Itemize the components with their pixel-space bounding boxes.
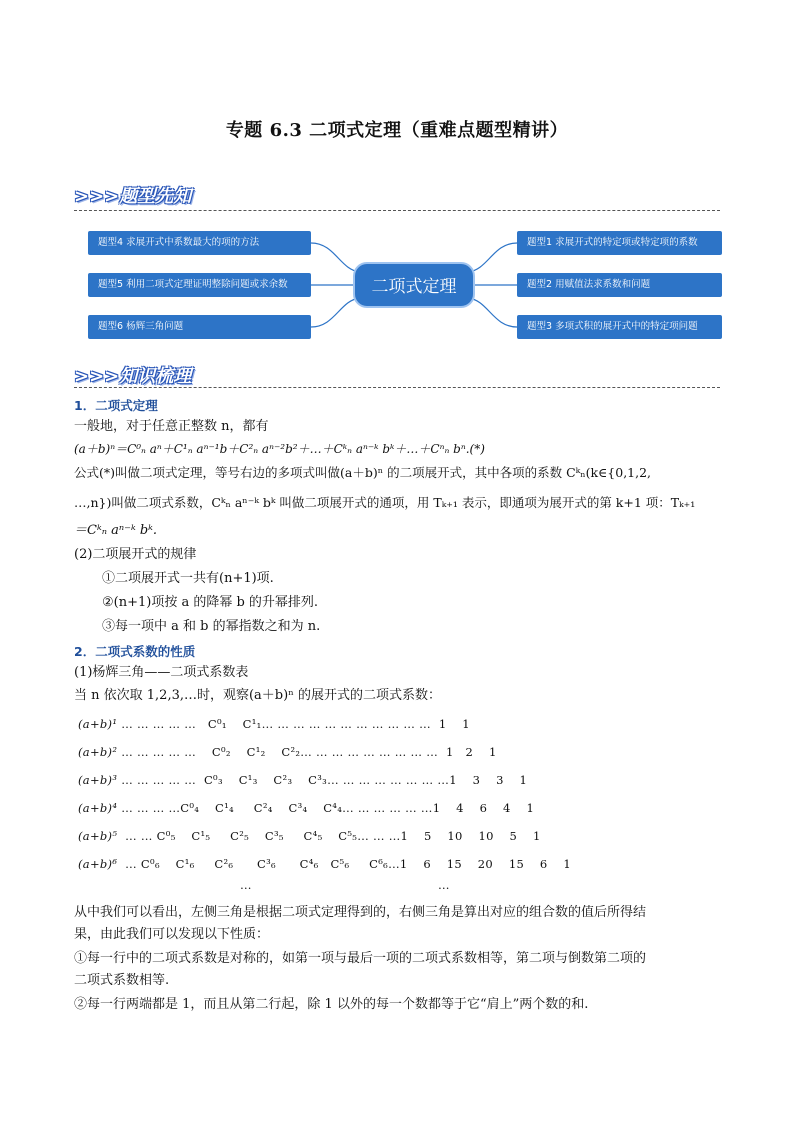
triangle-row [78,857,571,871]
mindmap-topic-4: 题型4 求展开式中系数最大的项的方法 [88,231,311,255]
sub-heading: (1)杨辉三角——二项式系数表 [74,665,249,680]
binomial-formula: (a＋b)ⁿ＝C⁰ₙ aⁿ＋C¹ₙ aⁿ⁻¹b＋C²ₙ aⁿ⁻²b²＋…＋Cᵏₙ aⁿ⁻ᵏ bᵏ＋…＋Cⁿₙ bⁿ.(*) [74,442,485,456]
rule-item: ③每一项中 a 和 b 的幂指数之和为 n. [102,619,321,634]
triangle-row [78,801,534,815]
triangle-row-lhs: (a+b)³ [78,773,118,787]
rule-item: ②(n+1)项按 a 的降幂 b 的升幂排列. [102,595,319,610]
paragraph: 当 n 依次取 1,2,3,…时，观察(a＋b)ⁿ 的展开式的二项式系数： [74,688,441,703]
section-heading-2: 2．二项式系数的性质 [74,644,196,659]
triangle-row-lhs: (a+b)⁴ [78,801,118,815]
page-title: 专题 6.3 二项式定理（重难点题型精讲） [225,120,569,141]
triangle-row [78,717,470,731]
mindmap-topic-5: 题型5 利用二项式定理证明整除问题或求余数 [88,273,311,297]
paragraph: …,n})叫做二项式系数，Cᵏₙ aⁿ⁻ᵏ bᵏ 叫做二项展开式的通项，用 Tₖ₊₁ 表示，即通项为展开式的第 k+1 项：Tₖ₊₁ [74,495,696,510]
triangle-ellipsis-left: … [240,878,252,892]
property-item: ①每一行中的二项式系数是对称的，如第一项与最后一项的二项式系数相等，第二项与倒数第二项的 [74,951,647,966]
sub-heading: (2)二项展开式的规律 [74,547,197,562]
triangle-row [78,829,541,843]
divider [74,387,720,388]
mindmap-topic-3: 题型3 多项式积的展开式中的特定项问题 [517,315,722,339]
triangle-row-right: …1 6 15 20 15 6 1 [388,857,571,871]
banner-prior: >>>题型先知 [74,186,192,207]
triangle-row-left: … … … … … C⁰₃ C¹₃ C²₃ C³₃ [121,773,328,787]
mindmap-topic-2: 题型2 用赋值法求系数和问题 [517,273,722,297]
triangle-row-left: … C⁰₆ C¹₆ C²₆ C³₆ C⁴₆ C⁵₆ C⁶₆ [121,857,389,871]
mindmap-center: 二项式定理 [353,262,475,308]
triangle-row-lhs: (a+b)⁶ [78,857,118,871]
triangle-row-lhs: (a+b)² [78,745,118,759]
rule-item: ①二项展开式一共有(n+1)项. [102,571,274,586]
paragraph: 一般地，对于任意正整数 n，都有 [74,419,269,434]
triangle-row [78,773,527,787]
triangle-row-lhs: (a+b)¹ [78,717,118,731]
triangle-row-right: … … … … … …1 4 6 4 1 [342,801,535,815]
triangle-row-right: … … …1 5 10 10 5 1 [357,829,541,843]
triangle-row-left: … … … … … C⁰₁ C¹₁ [121,717,262,731]
paragraph: 公式(*)叫做二项式定理，等号右边的多项式叫做(a＋b)ⁿ 的二项展开式，其中各项的系数 Cᵏₙ(k∈{0,1,2, [74,465,652,480]
triangle-row [78,745,497,759]
triangle-row-lhs: (a+b)⁵ [78,829,118,843]
mindmap-topic-1: 题型1 求展开式的特定项或特定项的系数 [517,231,722,255]
section-heading-1: 1．二项式定理 [74,398,158,413]
paragraph: 果，由此我们可以发现以下性质： [74,927,270,942]
property-item: 二项式系数相等. [74,973,170,988]
triangle-row-right: … … … … … … … …1 3 3 1 [327,773,528,787]
triangle-row-right: … … … … … … … … … 1 2 1 [300,745,497,759]
triangle-row-left: … … C⁰₅ C¹₅ C²₅ C³₅ C⁴₅ C⁵₅ [121,829,358,843]
property-item: ②每一行两端都是 1，而且从第二行起，除 1 以外的每一个数都等于它“肩上”两个数的和. [74,997,589,1012]
mindmap-topic-6: 题型6 杨辉三角问题 [88,315,311,339]
paragraph: 从中我们可以看出，左侧三角是根据二项式定理得到的，右侧三角是算出对应的组合数的值后所得结 [74,905,647,920]
banner-knowledge: >>>知识梳理 [74,366,192,387]
triangle-row-left: … … … … … C⁰₂ C¹₂ C²₂ [121,745,301,759]
triangle-row-right: … … … … … … … … … … … 1 1 [261,717,470,731]
triangle-ellipsis-right: … [438,878,450,892]
triangle-row-left: … … … …C⁰₄ C¹₄ C²₄ C³₄ C⁴₄ [121,801,343,815]
general-term-formula: ＝Cᵏₙ aⁿ⁻ᵏ bᵏ. [74,523,158,538]
